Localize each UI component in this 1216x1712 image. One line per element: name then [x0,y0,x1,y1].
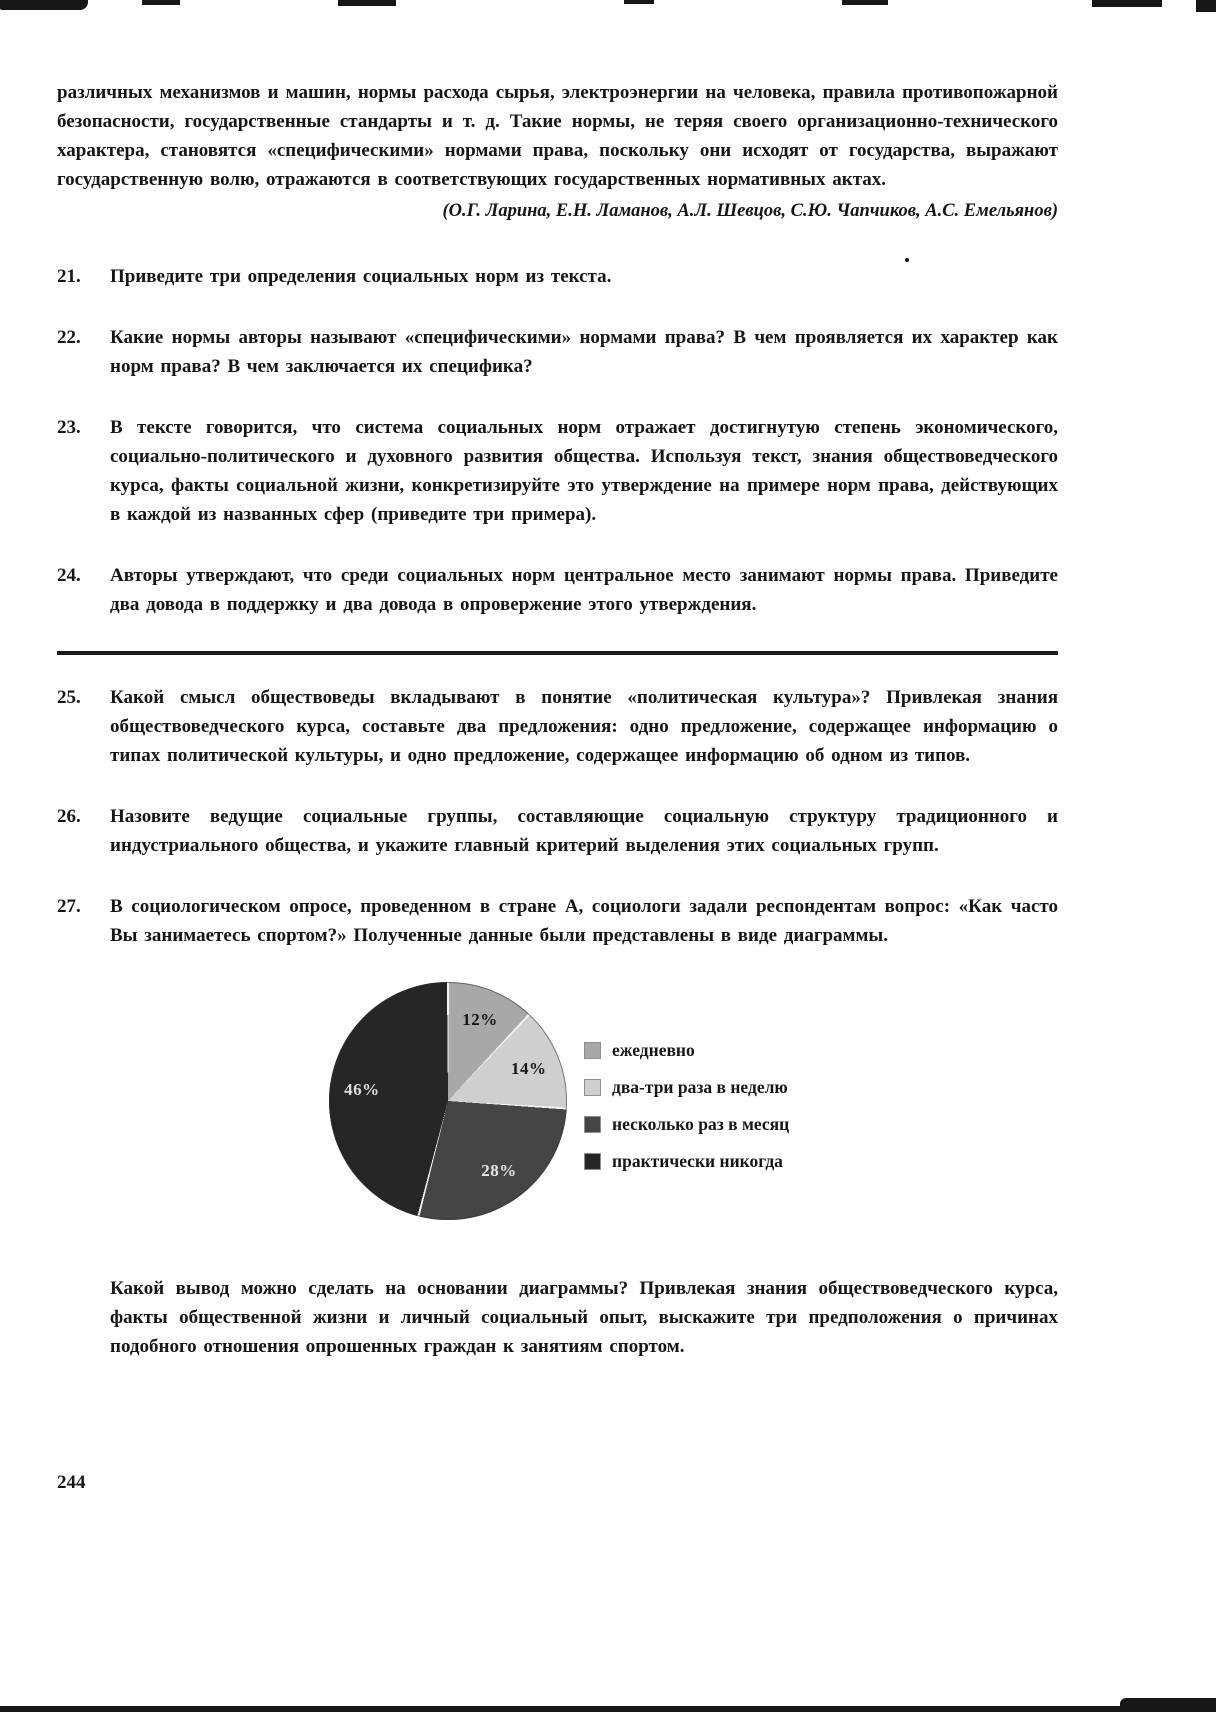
scan-artifact [842,0,888,5]
question-text: Авторы утверждают, что среди социальных норм центральное место занимают нормы права. Приведите два довода в поддержку и два довода в опровержение этого утверждения. [110,565,1058,615]
question-row [57,1274,1058,1361]
pie-label-2: 28% [481,1161,517,1181]
scan-artifact [1196,0,1216,12]
question-row [57,802,1058,860]
legend-swatch [585,1043,600,1058]
legend-item [585,1032,789,1069]
question-text: Какие нормы авторы называют «специфическими» нормами права? В чем проявляется их характер как норм права? В чем заключается их специфика? [110,327,1058,377]
question-number-spacer [57,1274,110,1361]
question-text: Назовите ведущие социальные группы, составляющие социальную структуру традиционного и индустриального общества, и укажите главный критерий выделения этих социальных групп. [110,806,1058,856]
scan-artifact [1092,0,1162,7]
scan-artifact [905,258,909,262]
scan-artifact [624,0,654,4]
question-number: 26. [57,806,81,827]
question-number: 27. [57,896,81,917]
legend-swatch [585,1117,600,1132]
question-row [57,561,1058,619]
question-row [57,892,1058,950]
authors-attribution: (О.Г. Ларина, Е.Н. Ламанов, А.Л. Шевцов, С.Ю. Чапчиков, А.С. Емельянов) [442,201,1058,221]
pie-label-1: 14% [511,1059,547,1079]
section-divider [57,651,1058,655]
legend-label: ежедневно [612,1040,695,1060]
intro-paragraph: различных механизмов и машин, нормы расхода сырья, электроэнергии на человека, правила противопожарной безопасности, государственные стандарты и т. д. Такие нормы, не теряя своего организационно-технического характера, становятся «специфическими» нормами права, поскольку они исходят от государства, выражают государственную волю, отражаются в соответствующих государственных нормативных актах. [57,82,1058,190]
scan-artifact [0,0,88,10]
pie-label-3: 46% [344,1080,380,1100]
legend-item [585,1143,789,1180]
question-text: В социологическом опросе, проведенном в стране А, социологи задали респондентам вопрос: «Как часто Вы занимаетесь спортом?» Полученные данные были представлены в виде диаграммы. [110,896,1058,946]
legend-swatch [585,1154,600,1169]
scan-artifact [0,1706,1216,1712]
pie-chart [329,982,567,1220]
question-number: 24. [57,565,81,586]
legend-label: несколько раз в месяц [612,1114,790,1134]
legend-item [585,1069,789,1106]
question-text: В тексте говорится, что система социальных норм отражает достигнутую степень экономического, социально-политического и духовного развития общества. Используя текст, знания обществоведческого курса, факты социальной жизни, конкретизируйте это утверждение на примере норм права, действующих в каждой из названных сфер (приведите три примера). [110,417,1058,525]
conclusion-paragraph: Какой вывод можно сделать на основании диаграммы? Привлекая знания обществоведческого курса, факты общественной жизни и личный социальный опыт, выскажите три предположения о причинах подобного отношения опрошенных граждан к занятиям спортом. [110,1278,1058,1357]
question-number: 25. [57,687,81,708]
question-row [57,683,1058,770]
question-row [57,413,1058,529]
chart-legend [585,1032,789,1180]
scan-artifact [1120,1698,1216,1712]
scan-artifact [338,0,396,6]
question-text: Какой смысл обществоведы вкладывают в понятие «политическая культура»? Привлекая знания обществоведческого курса, составьте два предложения: одно предложение, содержащее информацию о типах политической культуры, и одно предложение, содержащее информацию об одном из типов. [110,687,1058,766]
legend-swatch [585,1080,600,1095]
question-number: 23. [57,417,81,438]
legend-item [585,1106,789,1143]
questions-list [57,262,1058,1361]
legend-label: практически никогда [612,1151,783,1171]
pie-label-0: 12% [462,1010,498,1030]
question-row [57,262,1058,291]
question-number: 21. [57,266,81,287]
scan-artifact [142,0,180,5]
survey-pie-chart-figure [57,982,1058,1244]
question-number: 22. [57,327,81,348]
question-row [57,323,1058,381]
question-text: Приведите три определения социальных норм из текста. [110,266,612,287]
legend-label: два-три раза в неделю [612,1077,788,1097]
page-number: 244 [57,1472,86,1493]
